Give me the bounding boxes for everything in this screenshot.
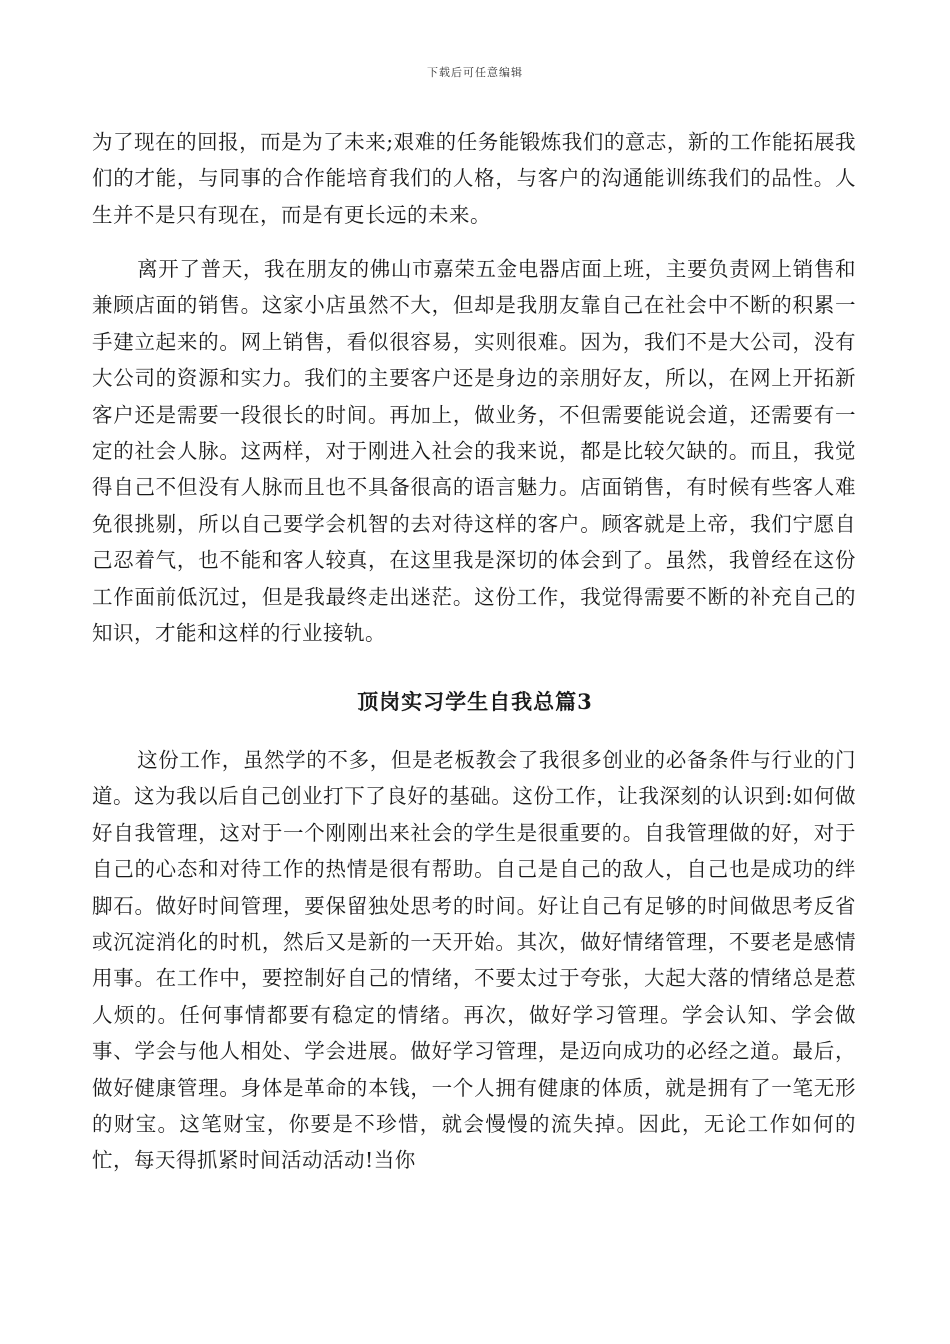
page-header-note: 下载后可任意编辑 bbox=[427, 66, 523, 79]
paragraph-continued: 为了现在的回报，而是为了未来;艰难的任务能锻炼我们的意志，新的工作能拓展我们的才能，与同事的合作能培育我们的人格，与客户的沟通能训练我们的品性。人生并不是只有现在，而是有更长远的未来。 bbox=[92, 130, 856, 227]
paragraph-sales-work: 离开了普天，我在朋友的佛山市嘉荣五金电器店面上班，主要负责网上销售和兼顾店面的销售。这家小店虽然不大，但却是我朋友靠自己在社会中不断的积累一手建立起来的。网上销售，看似很容易，实则很难。因为，我们不是大公司，没有大公司的资源和实力。我们的主要客户还是身边的亲朋好友，所以，在网上开拓新客户还是需要一段很长的时间。再加上，做业务，不但需要能说会道，还需要有一定的社会人脉。这两样，对于刚进入社会的我来说，都是比较欠缺的。而且，我觉得自己不但没有人脉而且也不具备很高的语言魅力。店面销售，有时候有些客人难免很挑剔，所以自己要学会机智的去对待这样的客户。顾客就是上帝，我们宁愿自己忍着气，也不能和客人较真，在这里我是深切的体会到了。虽然，我曾经在这份工作面前低沉过，但是我最终走出迷茫。这份工作，我觉得需要不断的补充自己的知识，才能和这样的行业接轨。 bbox=[92, 257, 856, 646]
paragraph-self-management: 这份工作，虽然学的不多，但是老板教会了我很多创业的必备条件与行业的门道。这为我以后自己创业打下了良好的基础。这份工作，让我深刻的认识到:如何做好自我管理，这对于一个刚刚出来社会的学生是很重要的。自我管理做的好，对于自己的心态和对待工作的热情是很有帮助。自己是自己的敌人，自己也是成功的绊脚石。做好时间管理，要保留独处思考的时间。好让自己有足够的时间做思考反省或沉淀消化的时机，然后又是新的一天开始。其次，做好情绪管理，不要老是感情用事。在工作中，要控制好自己的情绪，不要太过于夸张，大起大落的情绪总是惹人烦的。任何事情都要有稳定的情绪。再次，做好学习管理。学会认知、学会做事、学会与他人相处、学会进展。做好学习管理，是迈向成功的必经之道。最后，做好健康管理。身体是革命的本钱，一个人拥有健康的体质，就是拥有了一笔无形的财宝。这笔财宝，你要是不珍惜，就会慢慢的流失掉。因此，无论工作如何的忙，每天得抓紧时间活动活动!当你 bbox=[92, 748, 856, 1173]
section-heading: 顶岗实习学生自我总篇3 bbox=[357, 689, 593, 714]
